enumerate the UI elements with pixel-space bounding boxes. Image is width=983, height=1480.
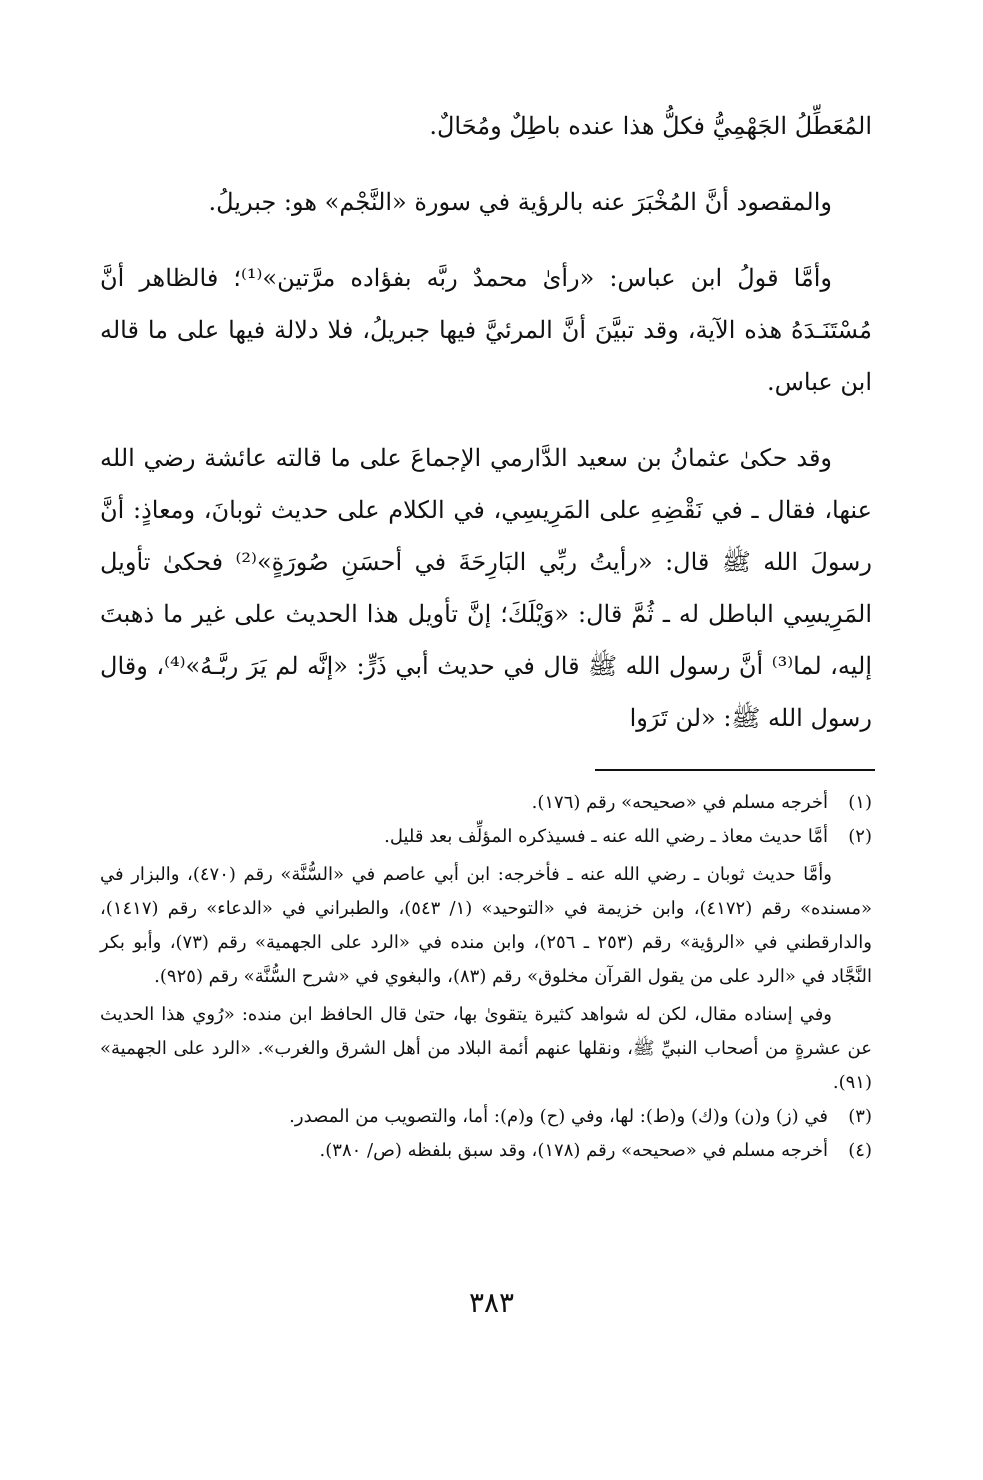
footnotes (100, 786, 872, 1168)
footnote-3 (100, 1100, 872, 1134)
footnote-number: (٤) (848, 1140, 872, 1161)
footnote-1 (100, 786, 872, 820)
footnote-4 (100, 1134, 872, 1168)
page-number: ٣٨٣ (468, 1286, 515, 1319)
paragraph: وأمَّا قولُ ابن عباس: «رأىٰ محمدٌ ربَّه بفؤاده مرَّتين»⁽¹⁾؛ فالظاهر أنَّ مُسْتَنَـدَهُ هذه الآية، وقد تبيَّنَ أنَّ المرئيَّ فيها جبريلُ، فلا دلالة فيها على ما قاله ابن عباس. (100, 264, 872, 396)
footnote-text: أمَّا حديث معاذ ـ رضي الله عنه ـ فسيذكره المؤلِّف بعد قليل. (384, 826, 828, 847)
footnote-number: (٢) (848, 826, 872, 847)
main-text (100, 100, 872, 768)
paragraph: وقد حكىٰ عثمانُ بن سعيد الدَّارمي الإجماعَ على ما قالته عائشة رضي الله عنها، فقال ـ في نَقْضِهِ على المَرِيسِي، في الكلام على حديث ثوبانَ، ومعاذٍ: أنَّ رسولَ الله ﷺ قال: «رأيتُ ربِّي البَارِحَةَ في أحسَنِ صُورَةٍ»⁽²⁾ فحكىٰ تأويل المَرِيسِي الباطل له ـ ثُمَّ قال: «وَيْلَكَ؛ إنَّ تأويل هذا الحديث على غير ما ذهبتَ إليه، لما⁽³⁾ أنَّ رسول الله ﷺ قال في حديث أبي ذَرٍّ: «إنَّه لم يَرَ ربَّـهُ»⁽⁴⁾، وقال رسول الله ﷺ: «لن تَرَوا (100, 444, 873, 732)
footnote-paragraph: وفي إسناده مقال، لكن له شواهد كثيرة يتقوىٰ بها، حتىٰ قال الحافظ ابن منده: «رُوي هذا الحديث عن عشرةٍ من أصحاب النبيِّ ﷺ، ونقلها عنهم أئمة البلاد من أهل الشرق والغرب». «الرد على الجهمية» (٩١). (100, 1004, 872, 1093)
footnote-2 (100, 820, 872, 854)
footnote-number: (٣) (848, 1106, 872, 1127)
footnote-separator (595, 769, 875, 771)
footnote-text: في (ز) و(ن) و(ك) و(ط): لها، وفي (ح) و(م): أما، والتصويب من المصدر. (289, 1106, 828, 1127)
footnote-number: (١) (848, 792, 872, 813)
footnote-text: أخرجه مسلم في «صحيحه» رقم (١٧٦). (531, 792, 828, 813)
paragraph: والمقصود أنَّ المُخْبَرَ عنه بالرؤية في سورة «النَّجْم» هو: جبريلُ. (208, 188, 832, 216)
footnote-paragraph: وأمَّا حديث ثوبان ـ رضي الله عنه ـ فأخرجه: ابن أبي عاصم في «السُّنَّة» رقم (٤٧٠)، والبزار في «مسنده» رقم (٤١٧٢)، وابن خزيمة في «التوحيد» (١/ ٥٤٣)، والطبراني في «الدعاء» رقم (١٤١٧)، والدارقطني في «الرؤية» رقم (٢٥٣ ـ ٢٥٦)، وابن منده في «الرد على الجهمية» رقم (٧٣)، وأبو بكر النَّجَّاد في «الرد على من يقول القرآن مخلوق» رقم (٨٣)، والبغوي في «شرح السُّنَّة» رقم (٩٢٥). (100, 864, 872, 987)
footnote-text: أخرجه مسلم في «صحيحه» رقم (١٧٨)، وقد سبق بلفظه (ص/ ٣٨٠). (319, 1140, 828, 1161)
paragraph: المُعَطِّلُ الجَهْمِيُّ فكلُّ هذا عنده باطِلٌ ومُحَالٌ. (429, 112, 872, 140)
